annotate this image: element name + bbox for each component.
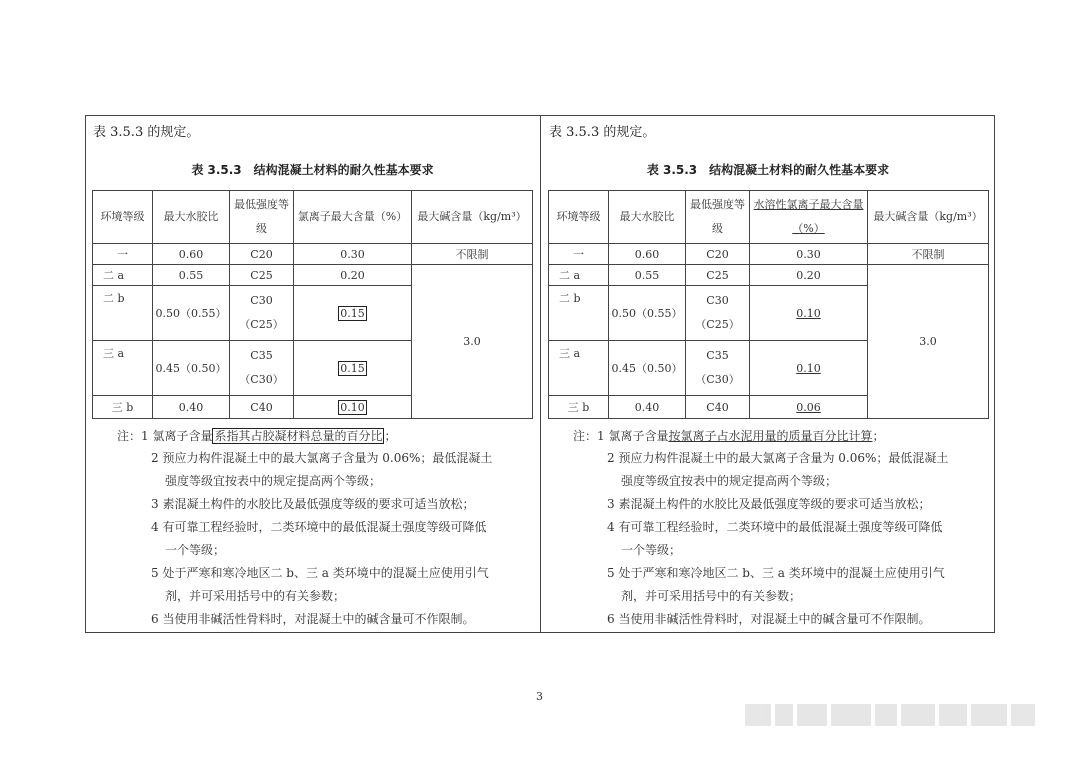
cell-grade (686, 341, 750, 396)
header-grade: 最低强度等级 (230, 191, 294, 244)
left-panel (85, 115, 540, 633)
cell-grade: C20 (230, 244, 294, 265)
cell-cl (294, 396, 412, 419)
table-title: 表 3.5.3 结构混凝土材料的耐久性基本要求 (646, 163, 890, 177)
note-4-cont: 一个等级； (621, 543, 682, 557)
highlight-box: 系指其占胶凝材料总量的百分比 (214, 429, 383, 443)
cell-cl (750, 286, 868, 341)
cell-cl (294, 341, 412, 396)
note-3: 3 素混凝土构件的水胶比及最低强度等级的要求可适当放松； (151, 497, 475, 511)
table-row (93, 244, 533, 265)
cell-wb: 0.55 (609, 265, 686, 286)
cell-wb: 0.55 (153, 265, 230, 286)
cell-wb: 0.45（0.50） (609, 341, 686, 396)
cell-env: 二 b (93, 286, 153, 341)
boxed-value: 0.10 (340, 400, 365, 414)
durability-table (548, 190, 989, 419)
note-2-cont: 强度等级宜按表中的规定提高两个等级； (165, 474, 382, 488)
cell-cl: 0.30 (750, 244, 868, 265)
cell-env: 三 b (93, 396, 153, 419)
blurred-watermark (745, 700, 1045, 730)
cell-cl: 0.20 (294, 265, 412, 286)
header-cl-text: 水溶性氯离子最大含量（%） (753, 198, 864, 235)
intro-text: 表 3.5.3 的规定。 (93, 125, 200, 140)
note-1: 注：1 氯离子含量按氯离子占水泥用量的质量百分比计算； (573, 429, 885, 443)
underlined-phrase: 按氯离子占水泥用量的质量百分比计算 (668, 429, 873, 443)
cell-grade (686, 286, 750, 341)
header-cl: 氯离子最大含量（%） (294, 191, 412, 244)
underlined-value: 0.10 (796, 306, 821, 320)
cell-env: 三 b (549, 396, 609, 419)
header-env: 环境等级 (549, 191, 609, 244)
table-row (549, 244, 989, 265)
cell-grade: C40 (686, 396, 750, 419)
grade-main: C30 (250, 294, 273, 307)
table-title: 表 3.5.3 结构混凝土材料的耐久性基本要求 (191, 163, 434, 177)
note-5: 5 处于严寒和寒冷地区二 b、三 a 类环境中的混凝土应使用引气 (607, 566, 945, 580)
cell-grade (230, 286, 294, 341)
cell-env: 三 a (549, 341, 609, 396)
table-row (549, 265, 989, 286)
cell-grade (230, 341, 294, 396)
cell-alk-merged: 3.0 (412, 265, 533, 419)
grade-alt: （C25） (239, 318, 284, 331)
cell-cl: 0.20 (750, 265, 868, 286)
table-row (93, 265, 533, 286)
cell-grade: C40 (230, 396, 294, 419)
cell-wb: 0.40 (609, 396, 686, 419)
header-wb: 最大水胶比 (153, 191, 230, 244)
note-5-cont: 剂，并可采用括号中的有关参数； (621, 589, 802, 603)
cell-wb: 0.50（0.55） (153, 286, 230, 341)
cell-env: 二 b (549, 286, 609, 341)
cell-wb: 0.45（0.50） (153, 341, 230, 396)
header-cl (750, 191, 868, 244)
cell-env: 二 a (93, 265, 153, 286)
page-number: 3 (536, 690, 543, 703)
note-4: 4 有可靠工程经验时，二类环境中的最低混凝土强度等级可降低 (607, 520, 943, 534)
cell-env: 一 (549, 244, 609, 265)
note-2-cont: 强度等级宜按表中的规定提高两个等级； (621, 474, 838, 488)
boxed-value: 0.15 (340, 306, 365, 320)
durability-table (92, 190, 533, 419)
cell-alk: 不限制 (412, 244, 533, 265)
cell-wb: 0.60 (609, 244, 686, 265)
header-alk: 最大碱含量（kg/m³） (412, 191, 533, 244)
note-6: 6 当使用非碱活性骨料时，对混凝土中的碱含量可不作限制。 (151, 612, 475, 626)
cell-wb: 0.60 (153, 244, 230, 265)
header-env: 环境等级 (93, 191, 153, 244)
intro-text: 表 3.5.3 的规定。 (549, 125, 656, 140)
note-2: 2 预应力构件混凝土中的最大氯离子含量为 0.06%；最低混凝土 (151, 451, 493, 465)
cell-alk-merged: 3.0 (868, 265, 989, 419)
note-5-cont: 剂，并可采用括号中的有关参数； (165, 589, 346, 603)
grade-main: C35 (250, 349, 273, 362)
grade-main: C35 (706, 349, 729, 362)
cell-cl: 0.30 (294, 244, 412, 265)
cell-env: 二 a (549, 265, 609, 286)
note-1: 注：1 氯离子含量 系指其占胶凝材料总量的百分比 ； (117, 429, 397, 443)
cell-wb: 0.40 (153, 396, 230, 419)
grade-alt: （C25） (695, 318, 740, 331)
cell-wb: 0.50（0.55） (609, 286, 686, 341)
header-wb: 最大水胶比 (609, 191, 686, 244)
cell-env: 一 (93, 244, 153, 265)
underlined-value: 0.10 (796, 361, 821, 375)
note-2: 2 预应力构件混凝土中的最大氯离子含量为 0.06%；最低混凝土 (607, 451, 949, 465)
cell-cl (750, 341, 868, 396)
grade-main: C30 (706, 294, 729, 307)
grade-alt: （C30） (695, 373, 740, 386)
note-4-cont: 一个等级； (165, 543, 226, 557)
cell-cl (750, 396, 868, 419)
boxed-value: 0.15 (340, 361, 365, 375)
cell-cl (294, 286, 412, 341)
note-6: 6 当使用非碱活性骨料时，对混凝土中的碱含量可不作限制。 (607, 612, 931, 626)
cell-env: 三 a (93, 341, 153, 396)
grade-alt: （C30） (239, 373, 284, 386)
cell-grade: C20 (686, 244, 750, 265)
note-3: 3 素混凝土构件的水胶比及最低强度等级的要求可适当放松； (607, 497, 931, 511)
header-grade: 最低强度等级 (686, 191, 750, 244)
header-alk: 最大碱含量（kg/m³） (868, 191, 989, 244)
right-panel (540, 115, 995, 633)
cell-grade: C25 (230, 265, 294, 286)
note-4: 4 有可靠工程经验时，二类环境中的最低混凝土强度等级可降低 (151, 520, 487, 534)
underlined-value: 0.06 (796, 400, 821, 414)
cell-alk: 不限制 (868, 244, 989, 265)
cell-grade: C25 (686, 265, 750, 286)
note-5: 5 处于严寒和寒冷地区二 b、三 a 类环境中的混凝土应使用引气 (151, 566, 489, 580)
